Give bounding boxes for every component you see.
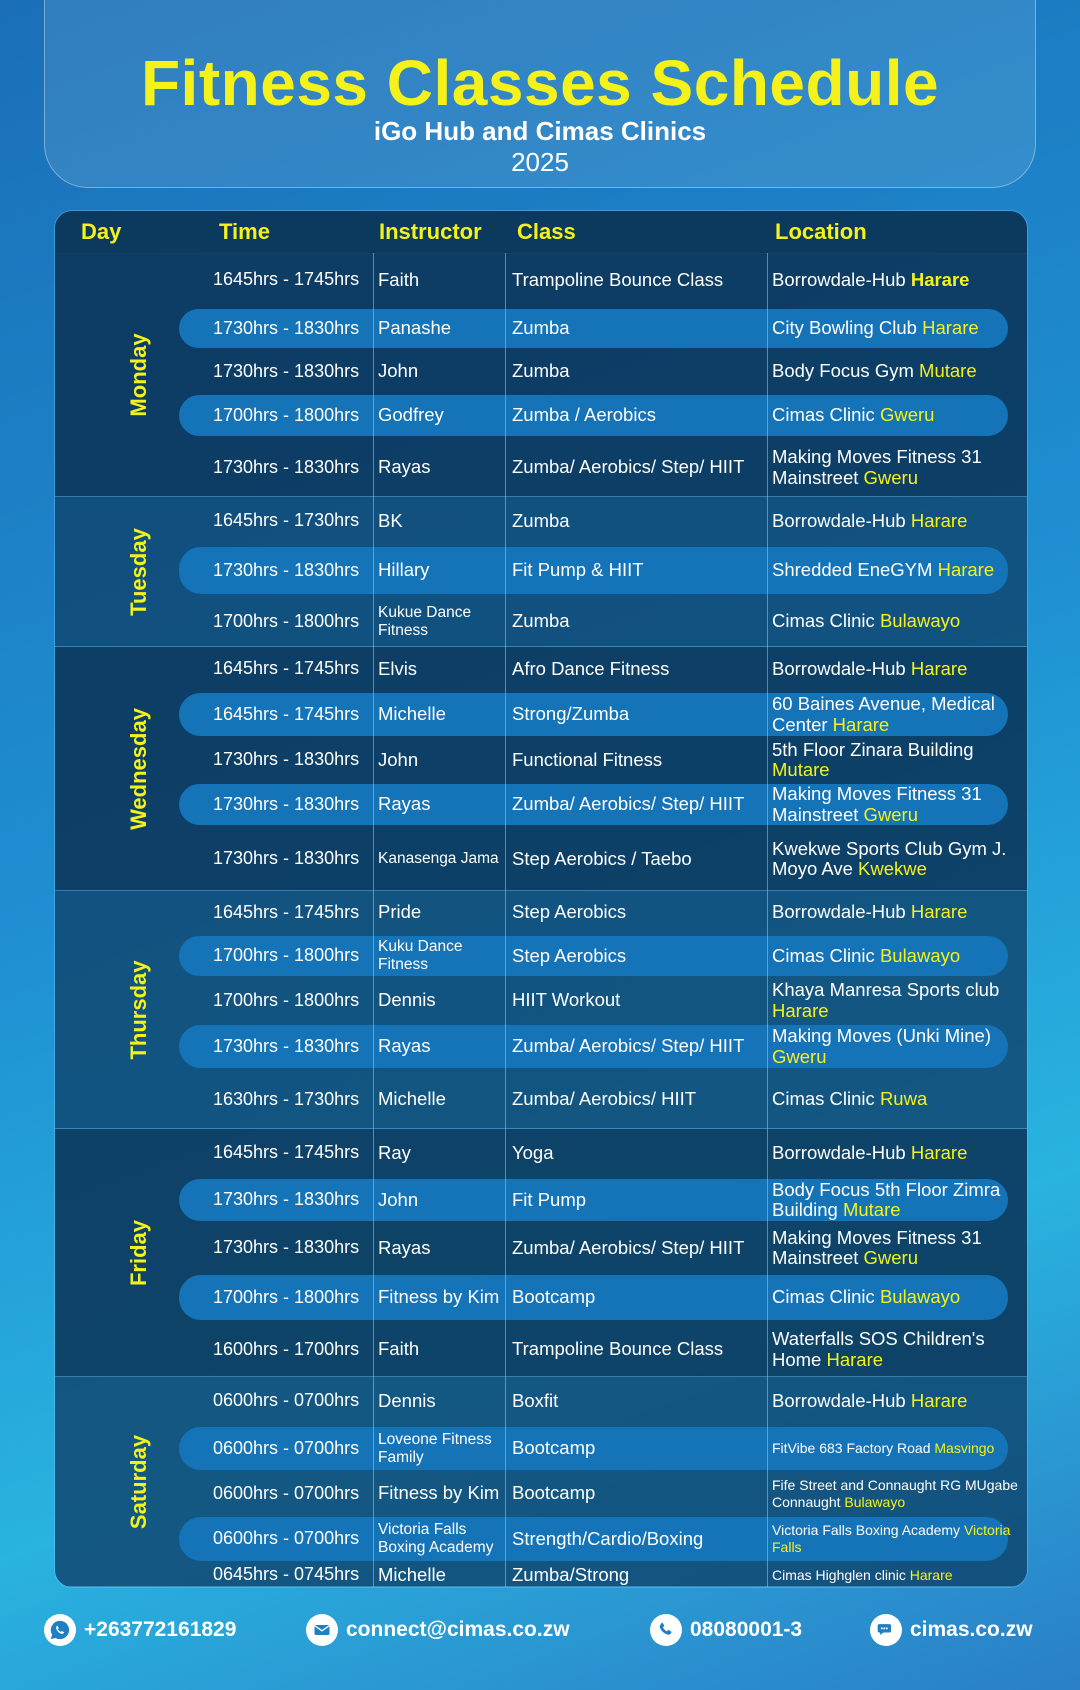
class-cell: Trampoline Bounce Class — [512, 268, 724, 290]
page-subtitle: iGo Hub and Cimas Clinics — [373, 116, 707, 146]
venue-name: Borrowdale-Hub — [772, 1141, 906, 1163]
instructor-cell: BK — [378, 509, 403, 531]
instructor-cell: Michelle — [378, 1563, 446, 1585]
time-cell: 1645hrs - 1745hrs — [213, 703, 360, 724]
class-cell: Zumba/ Aerobics/ HIIT — [512, 1088, 697, 1110]
page-year: 2025 — [511, 147, 569, 177]
class-cell: Zumba/ Aerobics/ Step/ HIIT — [512, 456, 745, 478]
location-cell — [772, 497, 1028, 545]
location-text — [772, 1143, 967, 1163]
venue-name: Borrowdale-Hub — [772, 901, 906, 923]
phone-icon — [650, 1614, 682, 1646]
class-cell: Bootcamp — [512, 1482, 596, 1504]
footer-phone-text: +263772161829 — [84, 1618, 237, 1641]
city-name: Mutare — [772, 759, 830, 780]
day-section-monday — [55, 253, 1027, 497]
location-text — [772, 1026, 1028, 1067]
instructor-cell: Dennis — [378, 989, 436, 1011]
location-text — [772, 1440, 994, 1457]
city-name: Bulawayo — [879, 1286, 961, 1308]
instructor-cell: Godfrey — [378, 404, 444, 426]
instructor-cell: John — [378, 360, 419, 382]
venue-name: Kwekwe Sports Club Gym J. Moyo Ave — [772, 837, 1007, 879]
whatsapp-icon — [44, 1614, 76, 1646]
chat-icon — [870, 1614, 902, 1646]
instructor-cell: Hillary — [378, 559, 430, 581]
venue-name: Borrowdale-Hub — [772, 268, 906, 290]
venue-name: Shredded EneGYM — [772, 559, 933, 581]
location-text — [772, 1391, 967, 1411]
city-name: Harare — [772, 999, 829, 1021]
class-cell: Zumba/ Aerobics/ Step/ HIIT — [512, 1035, 745, 1057]
class-cell: Zumba / Aerobics — [512, 404, 656, 426]
location-text — [772, 611, 960, 631]
class-cell: Fit Pump & HIIT — [512, 559, 644, 581]
time-cell: 0600hrs - 0700hrs — [213, 1528, 360, 1549]
col-time: Time — [219, 219, 270, 244]
time-cell: 1645hrs - 1745hrs — [213, 901, 360, 922]
footer-email-text: connect@cimas.co.zw — [346, 1618, 570, 1641]
time-cell: 1730hrs - 1830hrs — [213, 317, 360, 338]
page-title: Fitness Classes Schedule — [140, 47, 940, 119]
venue-name: Victoria Falls Boxing Academy — [772, 1522, 961, 1539]
instructor-cell: John — [378, 748, 419, 770]
table-row — [55, 827, 1027, 891]
city-name: Masvingo — [934, 1440, 995, 1457]
location-text — [772, 405, 934, 425]
table-row — [55, 1129, 1027, 1177]
table-row — [55, 1273, 1027, 1322]
location-text — [772, 560, 994, 580]
day-label: Friday — [126, 1219, 151, 1287]
instructor-cell: Kuku Dance Fitness — [378, 938, 463, 973]
location-text — [772, 1477, 1028, 1511]
day-label: Wednesday — [126, 708, 151, 830]
location-text — [772, 1287, 960, 1307]
table-row — [55, 1322, 1027, 1377]
time-cell: 0600hrs - 0700hrs — [213, 1437, 360, 1458]
class-cell: Afro Dance Fitness — [512, 657, 670, 679]
venue-name: Making Moves Fitness 31 Mainstreet — [772, 783, 982, 825]
instructor-cell: Rayas — [378, 1035, 431, 1057]
venue-name: Cimas Clinic — [772, 944, 875, 966]
location-cell — [772, 1070, 1028, 1129]
day-label: Monday — [126, 333, 151, 417]
city-name: Mutare — [842, 1199, 901, 1220]
time-cell: 1730hrs - 1830hrs — [213, 456, 360, 477]
instructor-cell: Kanasenga Jama — [378, 850, 499, 868]
class-cell: Zumba/ Aerobics/ Step/ HIIT — [512, 793, 745, 815]
time-cell: 1730hrs - 1830hrs — [213, 793, 360, 814]
time-cell: 1700hrs - 1800hrs — [213, 945, 360, 966]
location-text — [772, 902, 967, 922]
class-cell: Zumba/ Aerobics/ Step/ HIIT — [512, 1236, 745, 1258]
table-row — [55, 934, 1027, 978]
venue-name: Waterfalls SOS Children's Home — [772, 1328, 985, 1370]
venue-name: Borrowdale-Hub — [772, 657, 906, 679]
table-row — [55, 891, 1027, 934]
location-text — [772, 1089, 927, 1109]
venue-name: Cimas Highglen clinic — [772, 1566, 906, 1583]
location-cell — [772, 1322, 1028, 1377]
class-cell: Step Aerobics — [512, 944, 627, 966]
location-text — [772, 361, 977, 381]
footer-website[interactable] — [870, 1604, 1033, 1656]
instructor-cell: Michelle — [378, 703, 446, 725]
day-section-friday — [55, 1129, 1027, 1377]
instructor-cell: Rayas — [378, 456, 431, 478]
table-row — [55, 738, 1027, 782]
time-cell: 1630hrs - 1730hrs — [213, 1088, 360, 1109]
location-cell — [772, 1563, 1028, 1587]
table-row — [55, 545, 1027, 596]
venue-name: Body Focus 5th Floor Zimra Building — [772, 1178, 1001, 1220]
city-name: Harare — [910, 1389, 968, 1411]
location-cell — [772, 738, 1028, 782]
city-name: Harare — [910, 657, 968, 679]
footer-tollfree-text: 08080001-3 — [690, 1618, 803, 1641]
time-cell: 1730hrs - 1830hrs — [213, 1035, 360, 1056]
location-text — [772, 447, 1028, 488]
location-cell — [772, 393, 1028, 438]
venue-name: Khaya Manresa Sports club — [772, 979, 1000, 1001]
venue-name: Borrowdale-Hub — [772, 1389, 906, 1411]
table-row — [55, 350, 1027, 393]
footer-website-text: cimas.co.zw — [910, 1618, 1033, 1641]
location-cell — [772, 891, 1028, 934]
city-name: Gweru — [863, 466, 919, 488]
table-row — [55, 978, 1027, 1023]
instructor-cell: Rayas — [378, 1236, 431, 1258]
day-section-thursday — [55, 891, 1027, 1129]
location-cell — [772, 1023, 1028, 1070]
time-cell: 0645hrs - 0745hrs — [213, 1564, 360, 1585]
location-cell — [772, 307, 1028, 350]
city-name: Harare — [910, 268, 970, 290]
table-row — [55, 1377, 1027, 1425]
footer-email[interactable] — [306, 1604, 570, 1656]
footer — [0, 1604, 1080, 1656]
table-row — [55, 393, 1027, 438]
location-text — [772, 270, 969, 290]
location-cell — [772, 827, 1028, 891]
location-cell — [772, 596, 1028, 647]
day-section-wednesday — [55, 647, 1027, 891]
table-row — [55, 647, 1027, 691]
venue-name: Making Moves (Unki Mine) — [772, 1025, 991, 1047]
time-cell: 1700hrs - 1800hrs — [213, 989, 360, 1010]
email-icon — [306, 1614, 338, 1646]
location-text — [772, 1329, 1028, 1370]
city-name: Bulawayo — [879, 610, 961, 632]
class-cell: Strength/Cardio/Boxing — [512, 1527, 704, 1549]
time-cell: 1730hrs - 1830hrs — [213, 1189, 360, 1210]
location-text — [772, 740, 1028, 781]
venue-name: 60 Baines Avenue, Medical Center — [772, 693, 995, 735]
location-text — [772, 1228, 1028, 1269]
city-name: Harare — [937, 559, 995, 581]
venue-name: Cimas Clinic — [772, 404, 875, 426]
city-name: Harare — [910, 1141, 968, 1163]
col-instructor: Instructor — [379, 219, 482, 244]
time-cell: 1645hrs - 1745hrs — [213, 1142, 360, 1163]
location-cell — [772, 350, 1028, 393]
city-name: Ruwa — [879, 1088, 928, 1110]
location-cell — [772, 1177, 1028, 1223]
day-section-tuesday — [55, 497, 1027, 647]
table-row — [55, 1070, 1027, 1129]
time-cell: 1730hrs - 1830hrs — [213, 559, 360, 580]
location-cell — [772, 438, 1028, 497]
instructor-cell: Fitness by Kim — [378, 1482, 500, 1504]
instructor-cell: Ray — [378, 1141, 411, 1163]
location-text — [772, 1567, 953, 1584]
location-cell — [772, 1472, 1028, 1515]
time-cell: 1645hrs - 1730hrs — [213, 510, 360, 531]
footer-tollfree[interactable] — [650, 1604, 802, 1656]
instructor-cell: Rayas — [378, 793, 431, 815]
time-cell: 1730hrs - 1830hrs — [213, 848, 360, 869]
city-name: Harare — [922, 317, 979, 339]
location-cell — [772, 1129, 1028, 1177]
col-day: Day — [81, 219, 122, 244]
instructor-cell: Kukue Dance Fitness — [378, 603, 472, 639]
location-cell — [772, 647, 1028, 691]
instructor-cell: Fitness by Kim — [378, 1286, 500, 1308]
table-row — [55, 497, 1027, 545]
city-name: Harare — [826, 1348, 884, 1370]
time-cell: 1700hrs - 1800hrs — [213, 404, 360, 425]
instructor-cell: Faith — [378, 268, 420, 290]
table-row — [55, 1023, 1027, 1070]
class-cell: Strong/Zumba — [512, 703, 630, 725]
class-cell: Zumba — [512, 509, 570, 531]
class-cell: Trampoline Bounce Class — [512, 1338, 724, 1360]
venue-name: Making Moves Fitness 31 Mainstreet — [772, 1226, 982, 1268]
table-row — [55, 1515, 1027, 1563]
city-name: Harare — [910, 901, 968, 923]
location-text — [772, 694, 1028, 735]
table-row — [55, 1177, 1027, 1223]
city-name: Kwekwe — [858, 858, 927, 879]
col-location: Location — [775, 219, 867, 244]
city-name: Bulawayo — [879, 944, 961, 966]
class-cell: Bootcamp — [512, 1286, 596, 1308]
class-cell: Boxfit — [512, 1389, 559, 1411]
city-name: Gweru — [772, 1045, 827, 1067]
venue-name: Cimas Clinic — [772, 610, 875, 632]
city-name: Bulawayo — [844, 1493, 906, 1510]
class-cell: Functional Fitness — [512, 748, 663, 770]
location-text — [772, 511, 967, 531]
location-cell — [772, 1515, 1028, 1563]
class-cell: Bootcamp — [512, 1437, 596, 1459]
instructor-cell: Faith — [378, 1338, 420, 1360]
city-name: Gweru — [863, 1247, 919, 1268]
time-cell: 1730hrs - 1830hrs — [213, 360, 360, 381]
footer-phone[interactable] — [44, 1604, 236, 1656]
table-row — [55, 438, 1027, 497]
table-row — [55, 307, 1027, 350]
city-name: Victoria Falls — [772, 1522, 1011, 1555]
col-class: Class — [517, 219, 576, 244]
venue-name: Borrowdale-Hub — [772, 509, 906, 531]
table-row — [55, 1425, 1027, 1472]
location-cell — [772, 545, 1028, 596]
class-cell: Fit Pump — [512, 1188, 587, 1210]
class-cell: Step Aerobics — [512, 901, 627, 923]
location-text — [772, 1522, 1028, 1556]
location-text — [772, 659, 967, 679]
table-row — [55, 596, 1027, 647]
city-name: Gweru — [863, 803, 919, 825]
table-row — [55, 1223, 1027, 1273]
venue-name: FitVibe 683 Factory Road — [772, 1440, 931, 1457]
time-cell: 1730hrs - 1830hrs — [213, 749, 360, 770]
class-cell: Yoga — [512, 1141, 554, 1163]
time-cell: 0600hrs - 0700hrs — [213, 1390, 360, 1411]
city-name: Gweru — [879, 404, 935, 426]
instructor-cell: Elvis — [378, 657, 418, 679]
table-row — [55, 1563, 1027, 1587]
location-cell — [772, 1223, 1028, 1273]
location-text — [772, 1180, 1028, 1221]
time-cell: 1700hrs - 1800hrs — [213, 1286, 360, 1307]
time-cell: 0600hrs - 0700hrs — [213, 1482, 360, 1503]
table-row — [55, 1472, 1027, 1515]
location-cell — [772, 1377, 1028, 1425]
day-label: Tuesday — [126, 528, 151, 616]
location-cell — [772, 934, 1028, 978]
location-text — [772, 839, 1028, 880]
class-cell: Zumba — [512, 610, 570, 632]
instructor-cell: Dennis — [378, 1389, 436, 1411]
city-name: Harare — [832, 713, 890, 735]
day-label: Saturday — [126, 1434, 151, 1530]
instructor-cell: Panashe — [378, 317, 452, 339]
location-cell — [772, 691, 1028, 738]
class-cell: Zumba/Strong — [512, 1563, 630, 1585]
instructor-cell: Victoria Falls Boxing Academy — [378, 1521, 494, 1556]
class-cell: Step Aerobics / Taebo — [512, 847, 692, 869]
instructor-cell: Loveone Fitness Family — [378, 1430, 492, 1466]
venue-name: Making Moves Fitness 31 Mainstreet — [772, 446, 982, 488]
instructor-cell: John — [378, 1188, 419, 1210]
location-text — [772, 980, 1028, 1021]
table-row — [55, 691, 1027, 738]
header-panel — [44, 0, 1036, 188]
venue-name: Fife Street and Connaught RG MUgabe Connaught — [772, 1476, 1018, 1510]
time-cell: 1600hrs - 1700hrs — [213, 1338, 360, 1359]
location-cell — [772, 1425, 1028, 1472]
location-text — [772, 318, 979, 338]
time-cell: 1700hrs - 1800hrs — [213, 610, 360, 631]
table-row — [55, 782, 1027, 827]
location-cell — [772, 1273, 1028, 1322]
time-cell: 1645hrs - 1745hrs — [213, 269, 360, 290]
location-cell — [772, 978, 1028, 1023]
table-header — [55, 211, 1027, 254]
schedule-table — [54, 210, 1028, 1588]
time-cell: 1645hrs - 1745hrs — [213, 658, 360, 679]
class-cell: HIIT Workout — [512, 989, 621, 1011]
day-label: Thursday — [126, 960, 151, 1060]
class-cell: Zumba — [512, 360, 570, 382]
venue-name: 5th Floor Zinara Building — [772, 738, 974, 760]
venue-name: Cimas Clinic — [772, 1088, 875, 1110]
venue-name: Cimas Clinic — [772, 1286, 875, 1308]
location-text — [772, 784, 1028, 825]
venue-name: City Bowling Club — [772, 317, 917, 339]
venue-name: Body Focus Gym — [772, 360, 914, 382]
city-name: Mutare — [919, 360, 977, 382]
class-cell: Zumba — [512, 317, 570, 339]
instructor-cell: Pride — [378, 901, 422, 923]
location-cell — [772, 782, 1028, 827]
table-row — [55, 253, 1027, 307]
city-name: Harare — [909, 1566, 953, 1583]
day-section-saturday — [55, 1377, 1027, 1587]
location-cell — [772, 253, 1028, 307]
location-text — [772, 946, 960, 966]
city-name: Harare — [910, 509, 968, 531]
time-cell: 1730hrs - 1830hrs — [213, 1237, 360, 1258]
instructor-cell: Michelle — [378, 1088, 446, 1110]
